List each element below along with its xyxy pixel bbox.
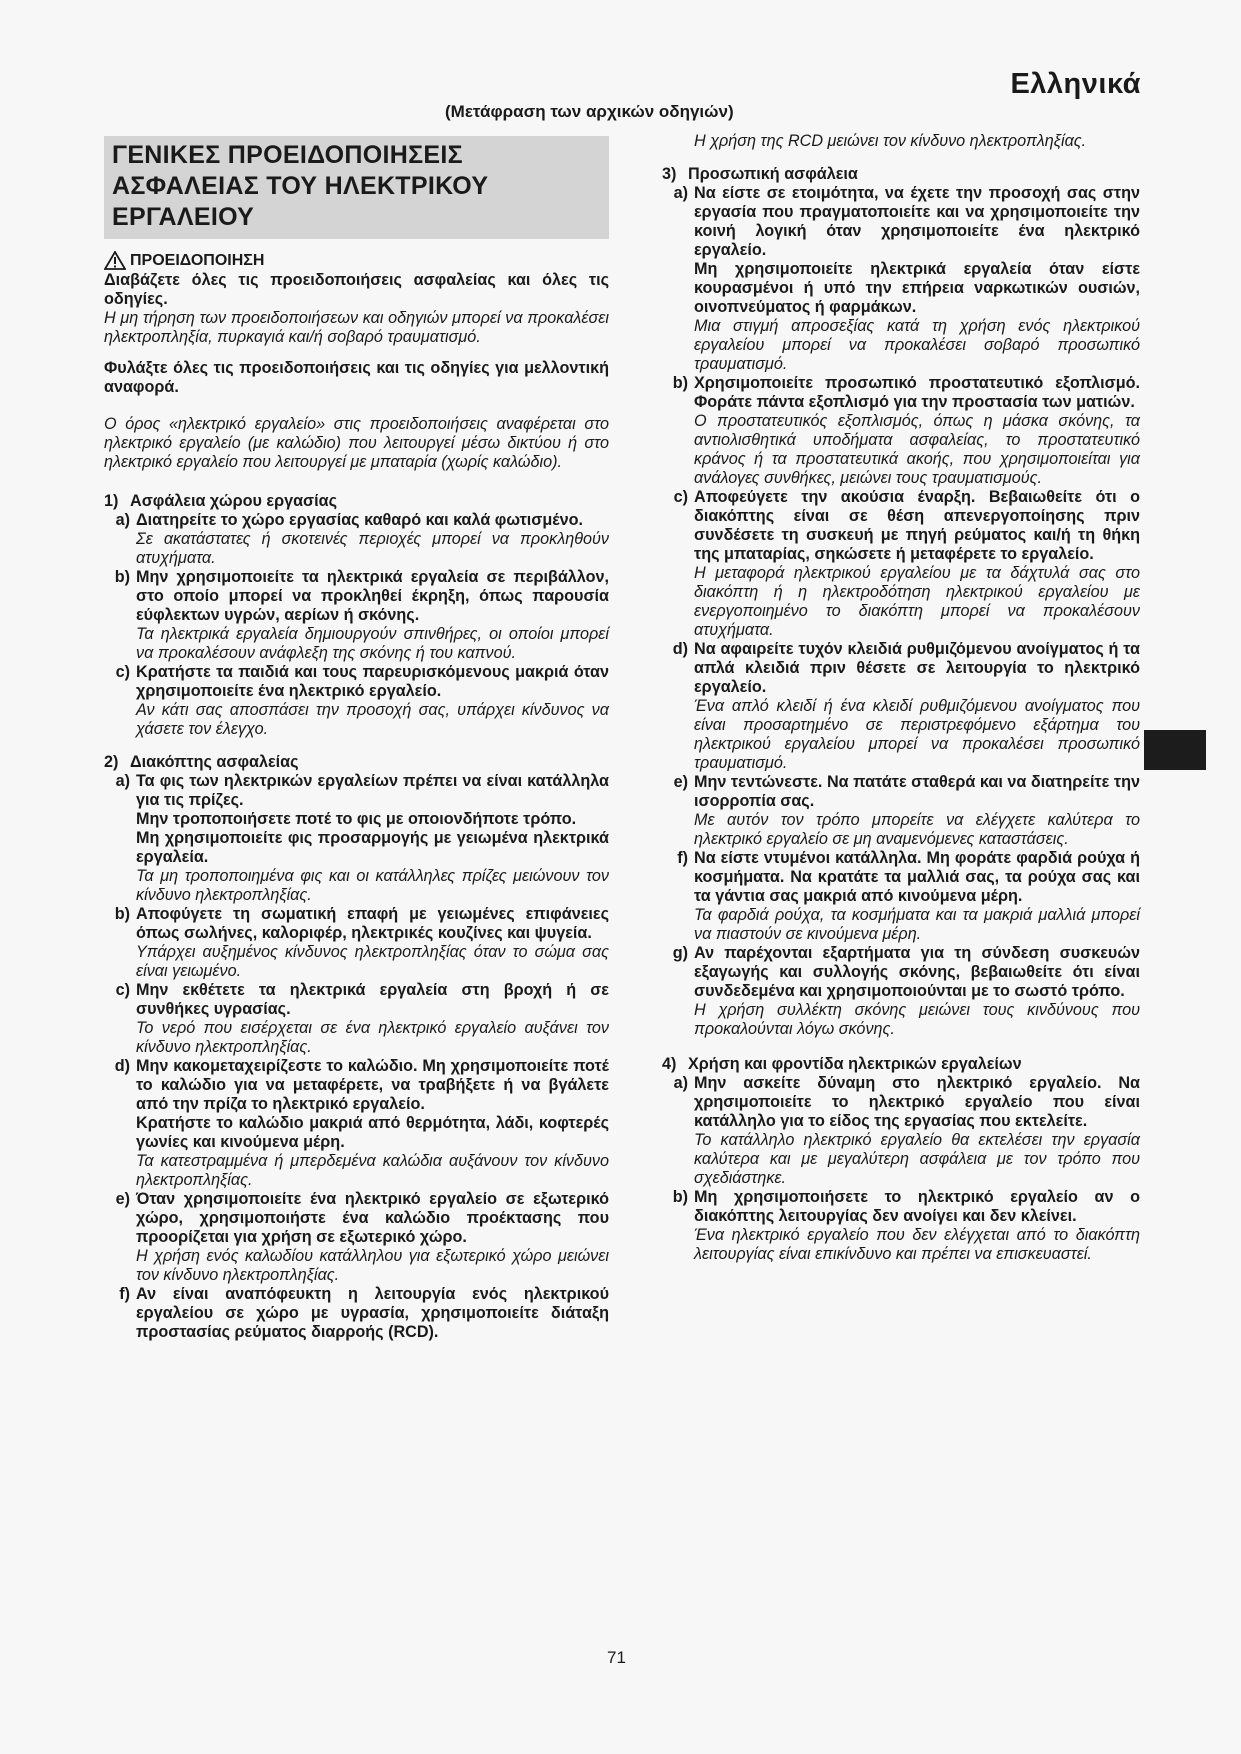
page-number: 71 — [607, 1648, 626, 1667]
section-title: ΓΕΝΙΚΕΣ ΠΡΟΕΙΔΟΠΟΙΗΣΕΙΣ ΑΣΦΑΛΕΙΑΣ ΤΟΥ ΗΛΕΚΤΡΙΚΟΥ ΕΡΓΑΛΕΙΟΥ — [104, 136, 609, 239]
right-column — [662, 132, 1140, 1264]
section-2-heading: 2) Διακόπτης ασφαλείας — [104, 753, 299, 771]
item-4b: b) Μη χρησιμοποιήσετε το ηλεκτρικό εργαλείο αν ο διακόπτης λειτουργίας δεν ανοίγει και δεν κλείνει. Ένα ηλεκτρικό εργαλείο που δεν ελέγχεται από το διακόπτη λειτουργίας είναι επικίνδυνο και πρέπει να επισκευαστεί. — [672, 1188, 1140, 1263]
warning-label: ΠΡΟΕΙΔΟΠΟΙΗΣΗ — [130, 252, 265, 269]
section-4-heading: 4) Χρήση και φροντίδα ηλεκτρικών εργαλείων — [662, 1055, 1022, 1073]
item-1c: c) Κρατήστε τα παιδιά και τους παρευρισκόμενους μακριά όταν χρησιμοποιείτε ένα ηλεκτρικό εργαλείο. Αν κάτι σας αποσπάσει την προσοχή σας, υπάρχει κίνδυνος να χάσετε τον έλεγχο. — [115, 663, 609, 738]
item-3g: g) Αν παρέχονται εξαρτήματα για τη σύνδεση συσκευών εξαγωγής και συλλογής σκόνης, βεβαιωθείτε ότι είναι συνδεδεμένα και χρησιμοποιούνται με το σωστό τρόπο. Η χρήση συλλέκτη σκόνης μειώνει τους κινδύνους που προκαλούνται λόγω σκόνης. — [672, 944, 1140, 1038]
warning-triangle-icon — [104, 251, 126, 270]
rcd-note: Η χρήση της RCD μειώνει τον κίνδυνο ηλεκτροπληξίας. — [694, 132, 1087, 150]
translation-note: (Μετάφραση των αρχικών οδηγιών) — [445, 102, 734, 121]
left-column — [104, 136, 609, 1342]
term-definition-text: Ο όρος «ηλεκτρικό εργαλείο» στις προειδοποιήσεις αναφέρεται στο ηλεκτρικό εργαλείο (με καλώδιο) που λειτουργεί μέσω δικτύου ή στο ηλεκτρικό εργαλείο που λειτουργεί με μπαταρία (χωρίς καλώδιο). — [104, 415, 609, 471]
item-2a: a) Τα φις των ηλεκτρικών εργαλείων πρέπει να είναι κατάλληλα για τις πρίζες. Μην τροποποιήσετε ποτέ το φις με οποιονδήποτε τρόπο. Μη χρησιμοποιείτε φις προσαρμογής με γειωμένα ηλεκτρικά εργαλεία. Τα μη τροποποιημένα φις και οι κατάλληλες πρίζες μειώνουν τον κίνδυνο ηλεκτροπληξίας. — [115, 772, 609, 904]
item-1b: b) Μην χρησιμοποιείτε τα ηλεκτρικά εργαλεία σε περιβάλλον, στο οποίο μπορεί να προκληθεί έκρηξη, όπως παρουσία εύφλεκτων υγρών, αερίων ή σκόνης. Τα ηλεκτρικά εργαλεία δημιουργούν σπινθήρες, οι οποίοι μπορεί να προκαλέσουν ανάφλεξη της σκόνης ή του καπνού. — [114, 568, 609, 662]
language-side-tab — [1144, 730, 1206, 770]
item-1a: a) Διατηρείτε το χώρο εργασίας καθαρό και καλά φωτισμένο. Σε ακατάστατες ή σκοτεινές περιοχές μπορεί να προκληθούν ατυχήματα. — [115, 511, 609, 567]
warning-heading — [104, 251, 609, 270]
item-3f: f) Να είστε ντυμένοι κατάλληλα. Μη φοράτε φαρδιά ρούχα ή κοσμήματα. Να κρατάτε τα μαλλιά σας, τα ρούχα σας και τα γάντια σας μακριά από κινούμενα μέρη. Τα φαρδιά ρούχα, τα κοσμήματα και τα μακριά μαλλιά μπορεί να πιαστούν σε κινούμενα μέρη. — [677, 849, 1140, 943]
section-1-heading: 1) Ασφάλεια χώρου εργασίας — [104, 492, 337, 510]
warning-italic-text: Η μη τήρηση των προειδοποιήσεων και οδηγιών μπορεί να προκαλέσει ηλεκτροπληξία, πυρκαγιά και/ή σοβαρό τραυματισμό. — [104, 309, 609, 346]
item-3e: e) Μην τεντώνεστε. Να πατάτε σταθερά και να διατηρείτε την ισορροπία σας. Με αυτόν τον τρόπο μπορείτε να ελέγχετε καλύτερα το ηλεκτρικό εργαλείο σε μη αναμενόμενες καταστάσεις. — [673, 773, 1140, 848]
item-3d: d) Να αφαιρείτε τυχόν κλειδιά ρυθμιζόμενου ανοίγματος ή τα απλά κλειδιά πριν θέσετε σε λειτουργία το ηλεκτρικό εργαλείο. Ένα απλό κλειδί ή ένα κλειδί ρυθμιζόμενου ανοίγματος που είναι προσαρτημένο σε περιστρεφόμενο εξάρτημα του ηλεκτρικού εργαλείου μπορεί να προκαλέσει προσωπικό τραυματισμό. — [672, 640, 1140, 772]
item-3c: c) Αποφεύγετε την ακούσια έναρξη. Βεβαιωθείτε ότι ο διακόπτης είναι σε θέση απενεργοποίησης πριν συνδέσετε τη συσκευή με πηγή ρεύματος και/ή τη θήκη της μπαταρίας, σηκώσετε ή μεταφέρετε το εργαλείο. Η μεταφορά ηλεκτρικού εργαλείου με τα δάχτυλά σας στο διακόπτη ή η ηλεκτροδότηση ηλεκτρικού εργαλείου με ενεργοποιημένο το διακόπτη μπορεί να προκαλέσουν ατυχήματα. — [673, 488, 1140, 639]
item-3a: a) Να είστε σε ετοιμότητα, να έχετε την προσοχή σας στην εργασία που πραγματοποιείτε και να χρησιμοποιείτε την κοινή λογική όταν χρησιμοποιείτε ένα ηλεκτρικό εργαλείο. Μη χρησιμοποιείτε ηλεκτρικά εργαλεία όταν είστε κουρασμένοι ή υπό την επήρεια ναρκωτικών ουσιών, οινοπνεύματος ή φαρμάκων. Μια στιγμή απροσεξίας κατά τη χρήση ενός ηλεκτρικού εργαλείου μπορεί να προκαλέσει σοβαρό προσωπικό τραυματισμό. — [673, 184, 1140, 373]
language-label: Ελληνικά — [1010, 68, 1141, 100]
item-2c: c) Μην εκθέτετε τα ηλεκτρικά εργαλεία στη βροχή ή σε συνθήκες υγρασίας. Το νερό που εισέρχεται σε ένα ηλεκτρικό εργαλείο αυξάνει τον κίνδυνο ηλεκτροπληξίας. — [115, 981, 609, 1056]
section-3-heading: 3) Προσωπική ασφάλεια — [662, 165, 858, 183]
item-3b: b) Χρησιμοποιείτε προσωπικό προστατευτικό εξοπλισμό. Φοράτε πάντα εξοπλισμό για την προστασία των ματιών. Ο προστατευτικός εξοπλισμός, όπως η μάσκα σκόνης, τα αντιολισθητικά υποδήματα ασφαλείας, το προστατευτικό κράνος ή τα προστατευτικά ακοής, που χρησιμοποιείται για ανάλογες συνθήκες, μειώνει τους τραυματισμούς. — [672, 374, 1140, 487]
item-2d: d) Μην κακομεταχειρίζεστε το καλώδιο. Μη χρησιμοποιείτε ποτέ το καλώδιο για να μεταφέρετε, να τραβήξετε ή να βγάλετε από την πρίζα το ηλεκτρικό εργαλείο. Κρατήστε το καλώδιο μακριά από θερμότητα, λάδι, κοφτερές γωνίες και κινούμενα μέρη. Τα κατεστραμμένα ή μπερδεμένα καλώδια αυξάνουν τον κίνδυνο ηλεκτροπληξίας. — [114, 1057, 609, 1189]
warning-bold-text: Διαβάζετε όλες τις προειδοποιήσεις ασφαλείας και όλες τις οδηγίες. — [104, 271, 609, 308]
item-2f: f) Αν είναι αναπόφευκτη η λειτουργία ενός ηλεκτρικού εργαλείου σε χώρο με υγρασία, χρησιμοποιείτε διάταξη προστασίας ρεύματος διαρροής (RCD). — [119, 1285, 609, 1341]
keep-instructions-text: Φυλάξτε όλες τις προειδοποιήσεις και τις οδηγίες για μελλοντική αναφορά. — [104, 359, 609, 396]
item-2e: e) Όταν χρησιμοποιείτε ένα ηλεκτρικό εργαλείο σε εξωτερικό χώρο, χρησιμοποιήστε ένα καλώδιο προέκτασης που προορίζεται για χρήση σε εξωτερικό χώρο. Η χρήση ενός καλωδίου κατάλληλου για εξωτερικό χώρο μειώνει τον κίνδυνο ηλεκτροπληξίας. — [115, 1190, 609, 1284]
item-4a: a) Μην ασκείτε δύναμη στο ηλεκτρικό εργαλείο. Να χρησιμοποιείτε το ηλεκτρικό εργαλείο που είναι κατάλληλο για το είδος της εργασίας που εκτελείτε. Το κατάλληλο ηλεκτρικό εργαλείο θα εκτελέσει την εργασία καλύτερα και με μεγαλύτερη ασφάλεια με τον τρόπο που σχεδιάστηκε. — [673, 1074, 1140, 1187]
item-2b: b) Αποφύγετε τη σωματική επαφή με γειωμένες επιφάνειες όπως σωλήνες, καλοριφέρ, ηλεκτρικές κουζίνες και ψυγεία. Υπάρχει αυξημένος κίνδυνος ηλεκτροπληξίας όταν το σώμα σας είναι γειωμένο. — [114, 905, 609, 980]
